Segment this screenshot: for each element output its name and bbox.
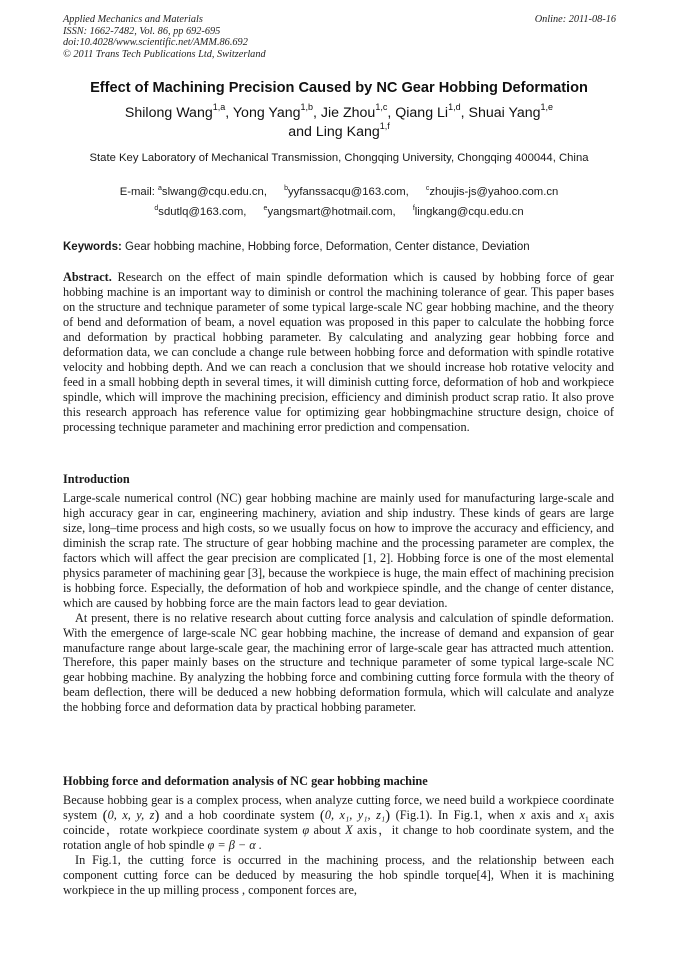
paragraph: In Fig.1, the cutting force is occurred in the machining process, and the relationship between each component cutting force can be deduced by measuring the hob spindle torque[4], When it is machining workpiece in the up milling process , component forces are, <box>63 852 614 897</box>
section-heading-introduction: Introduction <box>63 472 130 486</box>
angle-equation: φ = β − α . <box>207 837 262 852</box>
author-affil-sup: 1,d <box>448 102 461 112</box>
email-label: E-mail: <box>119 186 155 198</box>
email-sup: e <box>263 205 268 212</box>
journal-name: Applied Mechanics and Materials <box>63 14 203 25</box>
email-link[interactable]: yangsmart@hotmail.com, <box>267 206 396 218</box>
keywords-text: Gear hobbing machine, Hobbing force, Deformation, Center distance, Deviation <box>125 241 530 253</box>
paragraph: At present, there is no relative research about cutting force analysis and calculation of spindle deformation. With the emergence of large-scale NC gear hobbing machine, the increase of demand and expansion of gear manufacture range about large-scale gear, the machining error of large-scale gear has attracted much attention. Therefore, this paper mainly bases on the structure and technique parameter of some typical large-scale NC gear hobbing machine. By analyzing the hobbing force and combining cutting force formula with the theory of beam deflection, there will be deduced a new hobbing deformation formula, which will calculate and analyze the hobbing force and deformation data by practical hobbing parameter. <box>63 610 614 715</box>
email-sup: c <box>425 185 430 192</box>
author-affil-sup: 1,f <box>379 121 390 131</box>
online-date: Online: 2011-08-16 <box>534 14 616 25</box>
keywords <box>63 241 623 253</box>
author-name: Shuai Yang <box>468 105 541 121</box>
author-name: Shilong Wang <box>124 105 213 121</box>
email-link[interactable]: yyfanssacqu@163.com, <box>288 186 409 198</box>
author-name: Ling Kang <box>315 124 380 140</box>
author-affil-sup: 1,b <box>300 102 314 112</box>
journal-header <box>63 14 266 60</box>
author-name: Yong Yang <box>232 105 301 121</box>
email-sup: f <box>412 205 415 212</box>
hob-coord-system: (0, x₁, y₁, z₁) <box>319 807 391 824</box>
introduction-body <box>63 491 614 715</box>
abstract-text: Research on the effect of main spindle deformation which is caused by hobbing force of gear hobbing machine is an important way to diminish or control the machining tolerance of gear. This paper bases on the structure and technique parameter of some typical large-scale NC gear hobbing machine, and the theory of bend and deformation of beam, a novel equation was proposed in this paper to calculate the hobbing force and deformation by practical hobbing parameter. By calculating and analyzing gear hobbing force and deformation data, we can conclude a change rule between hobbing force and deformation with spindle rotative velocity and hobbing depth. And we can reach a conclusion that we should increase hob rotative velocity and feed in a small hobbing depth in several times, it will diminish cutting force, deformation of hob and workpiece spindle, which will improve the machining precision, efficiency and diminish product scrap ratio. It also prove this research approach has reference value for optimizing gear hobbingmachine structure design, choice of processing technique parameter and machining error prediction and compensation. <box>63 270 614 434</box>
email-link[interactable]: lingkang@cqu.edu.cn <box>414 206 524 218</box>
author-name: Qiang Li <box>395 105 449 121</box>
abstract-label: Abstract. <box>63 270 112 284</box>
paragraph: Because hobbing gear is a complex process, when analyze cutting force, we need build a workpiece coordinate system (0, x, y, z) and a hob coordinate system (0, x₁, y₁, z₁) (Fig.1). In Fig.1, when x axis and $x_1$ axis coincide，rotate workpiece coordinate system φ about X axis，it change to hob coordinate system, and the rotation angle of hob spindle φ = β − α . <box>63 793 615 852</box>
workpiece-coord-system: (0, x, y, z) <box>102 807 160 824</box>
section-heading-hobbing: Hobbing force and deformation analysis of NC gear hobbing machine <box>63 774 428 788</box>
email-link[interactable]: sdutlq@163.com, <box>158 206 247 218</box>
author-connector: and <box>288 124 312 140</box>
author-list: Shilong Wang$^{1,a}$, Yong Yang$^{1,b}$, Jie Zhou$^{1,c}$, Qiang Li$^{1,d}$, Shuai Yang$^{1,e}$ and Ling Kang$^{1,f}$ <box>124 102 554 140</box>
author-affil-sup: 1,c <box>375 102 388 112</box>
doi-line[interactable]: doi:10.4028/www.scientific.net/AMM.86.692 <box>63 37 248 49</box>
paragraph: Large-scale numerical control (NC) gear hobbing machine are mainly used for manufacturing large-scale and high accuracy gear in car, engineering machinery, aviation and ship industry. These kinds of gears are large size, long–time process and high costs, so we usually focus on how to improve the accuracy and efficiency, and diminish the scrap rate. The structure of gear hobbing machine and the processing parameter are complex, the factors which will affect the gear precision are complicated [1, 2]. Hobbing force is one of the most elemental physics parameter of machining gear [3], because the workpiece is huge, the main effect of machining precision is hobbing force. Especially, the deformation of hob and workpiece spindle, and the change of center distance, which are caused by hobbing force are the main factors lead to gear deviation. <box>63 491 614 610</box>
email-row-2 <box>60 206 618 218</box>
email-link[interactable]: zhoujis-js@yahoo.com.cn <box>429 186 559 198</box>
hobbing-body <box>63 793 614 898</box>
keywords-label: Keywords: <box>63 241 122 253</box>
author-name: Jie Zhou <box>320 105 376 121</box>
author-affil-sup: 1,e <box>540 102 554 112</box>
affiliation: State Key Laboratory of Mechanical Transmission, Chongqing University, Chongqing 400044, China <box>89 152 589 164</box>
author-affil-sup: 1,a <box>212 102 226 112</box>
email-link[interactable]: slwang@cqu.edu.cn, <box>161 186 267 198</box>
email-sup: d <box>154 205 159 212</box>
email-sup: a <box>158 185 162 192</box>
copyright-line: © 2011 Trans Tech Publications Ltd, Switzerland <box>63 48 266 60</box>
paper-title: Effect of Machining Precision Caused by NC Gear Hobbing Deformation <box>90 80 588 96</box>
email-sup: b <box>284 185 289 192</box>
email-row-1 <box>60 186 618 198</box>
abstract <box>63 270 614 434</box>
issn-line: ISSN: 1662-7482, Vol. 86, pp 692-695 <box>63 25 221 37</box>
